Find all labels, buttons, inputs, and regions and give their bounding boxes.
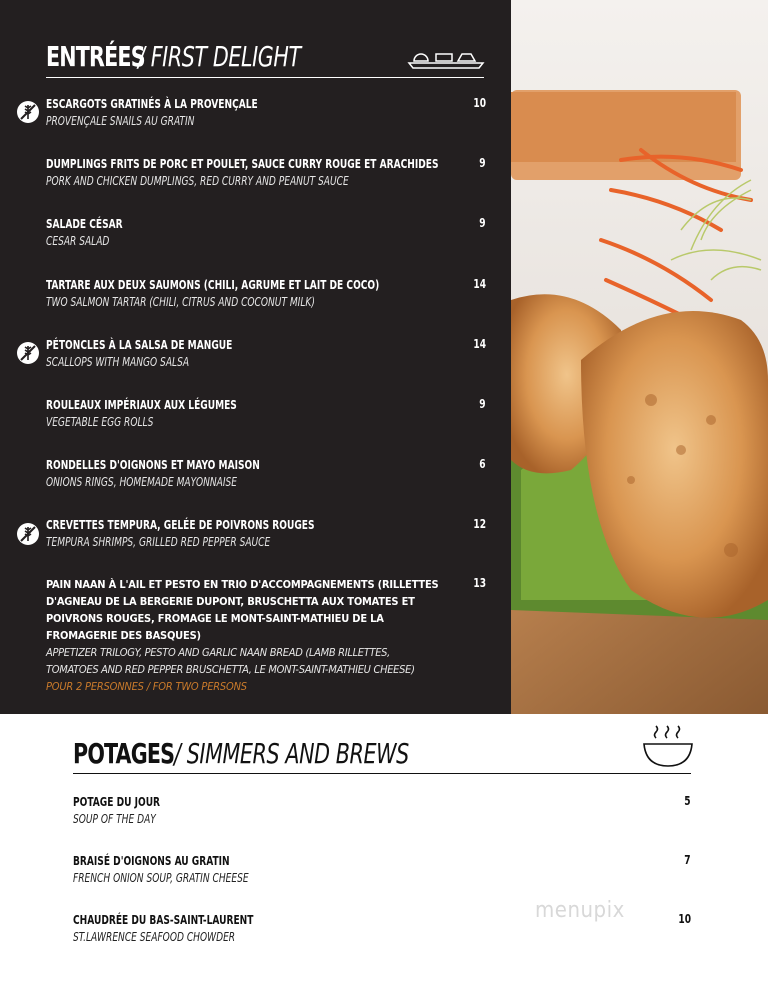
menu-item bbox=[73, 794, 691, 828]
item-name-en: FRENCH ONION SOUP, GRATIN CHEESE bbox=[73, 871, 249, 885]
food-illustration bbox=[511, 0, 768, 714]
soup-bowl-icon bbox=[642, 722, 694, 770]
item-name-fr: BRAISÉ D'OIGNONS AU GRATIN bbox=[73, 854, 230, 868]
dumplings-photo bbox=[511, 0, 768, 714]
menu-item bbox=[46, 216, 486, 250]
item-name-fr: PÉTONCLES À LA SALSA DE MANGUE bbox=[46, 338, 233, 352]
item-name-en: SOUP OF THE DAY bbox=[73, 812, 156, 826]
item-serving-note: POUR 2 PERSONNES / FOR TWO PERSONS bbox=[46, 680, 247, 693]
item-name-fr: ROULEAUX IMPÉRIAUX AUX LÉGUMES bbox=[46, 398, 237, 412]
item-name-en: TWO SALMON TARTAR (CHILI, CITRUS AND COCONUT MILK) bbox=[46, 295, 315, 309]
potages-title: POTAGES bbox=[73, 737, 175, 770]
platter-icon bbox=[407, 47, 485, 71]
item-price: 13 bbox=[473, 576, 486, 590]
item-name-en: VEGETABLE EGG ROLLS bbox=[46, 415, 154, 429]
item-name-en: TEMPURA SHRIMPS, GRILLED RED PEPPER SAUCE bbox=[46, 535, 271, 549]
entrees-subtitle: / FIRST DELIGHT bbox=[138, 40, 302, 73]
entrees-title: ENTRÉES bbox=[46, 40, 145, 73]
menu-item bbox=[46, 457, 486, 491]
item-name-en: CESAR SALAD bbox=[46, 234, 110, 248]
item-price: 7 bbox=[684, 853, 691, 867]
item-name-fr: DUMPLINGS FRITS DE PORC ET POULET, SAUCE CURRY ROUGE ET ARACHIDES bbox=[46, 157, 439, 171]
item-name-fr: TARTARE AUX DEUX SAUMONS (CHILI, AGRUME ET LAIT DE COCO) bbox=[46, 278, 380, 292]
menu-item bbox=[46, 397, 486, 431]
item-name-fr: SALADE CÉSAR bbox=[46, 217, 123, 231]
item-name-en: SCALLOPS WITH MANGO SALSA bbox=[46, 355, 190, 369]
item-name-fr: CHAUDRÉE DU BAS-SAINT-LAURENT bbox=[73, 913, 254, 927]
potages-subtitle: / SIMMERS AND BREWS bbox=[174, 737, 410, 770]
gluten-free-icon bbox=[16, 522, 40, 546]
item-price: 14 bbox=[473, 277, 486, 291]
menu-item bbox=[46, 277, 486, 311]
item-price: 9 bbox=[479, 397, 486, 411]
item-price: 10 bbox=[678, 912, 691, 926]
menupix-watermark: menupix bbox=[535, 898, 625, 923]
potages-rule bbox=[73, 773, 691, 774]
item-name-fr: RONDELLES D'OIGNONS ET MAYO MAISON bbox=[46, 458, 260, 472]
menu-item bbox=[46, 156, 486, 190]
item-name-fr: PAIN NAAN À L'AIL ET PESTO EN TRIO D'ACCOMPAGNEMENTS (RILLETTES D'AGNEAU DE LA BERGERIE DUPONT, BRUSCHETTA AUX TOMATES ET POIVRONS ROUGES, FROMAGE LE MONT-SAINT-MATHIEU DE LA FROMAGERIE DES BASQUES) bbox=[46, 578, 439, 642]
gluten-free-icon bbox=[16, 100, 40, 124]
item-name-en: PORK AND CHICKEN DUMPLINGS, RED CURRY AND PEANUT SAUCE bbox=[46, 174, 349, 188]
entrees-rule bbox=[46, 77, 484, 78]
entrees-header bbox=[46, 40, 337, 73]
item-price: 9 bbox=[479, 216, 486, 230]
item-price: 14 bbox=[473, 337, 486, 351]
item-name-fr: CREVETTES TEMPURA, GELÉE DE POIVRONS ROUGES bbox=[46, 518, 315, 532]
item-name-fr: POTAGE DU JOUR bbox=[73, 795, 161, 809]
item-price: 6 bbox=[479, 457, 486, 471]
item-name-fr: ESCARGOTS GRATINÉS À LA PROVENÇALE bbox=[46, 97, 258, 111]
item-name-en: ONIONS RINGS, HOMEMADE MAYONNAISE bbox=[46, 475, 238, 489]
menu-item bbox=[46, 96, 486, 130]
menu-item bbox=[73, 853, 691, 887]
menu-item bbox=[46, 337, 486, 371]
potages-header bbox=[73, 737, 461, 770]
item-price: 12 bbox=[473, 517, 486, 531]
item-name-en: PROVENÇALE SNAILS AU GRATIN bbox=[46, 114, 195, 128]
gluten-free-icon bbox=[16, 341, 40, 365]
entrees-panel bbox=[0, 0, 511, 714]
item-price: 10 bbox=[473, 96, 486, 110]
menu-item bbox=[46, 576, 486, 696]
item-name-en: APPETIZER TRILOGY, PESTO AND GARLIC NAAN BREAD (LAMB RILLETTES, TOMATOES AND RED PEPPER BRUSCHETTA, LE MONT-SAINT-MATHIEU CHEESE) bbox=[46, 646, 415, 676]
item-name-en: ST.LAWRENCE SEAFOOD CHOWDER bbox=[73, 930, 236, 944]
item-price: 5 bbox=[684, 794, 691, 808]
menu-item bbox=[46, 517, 486, 551]
item-price: 9 bbox=[479, 156, 486, 170]
